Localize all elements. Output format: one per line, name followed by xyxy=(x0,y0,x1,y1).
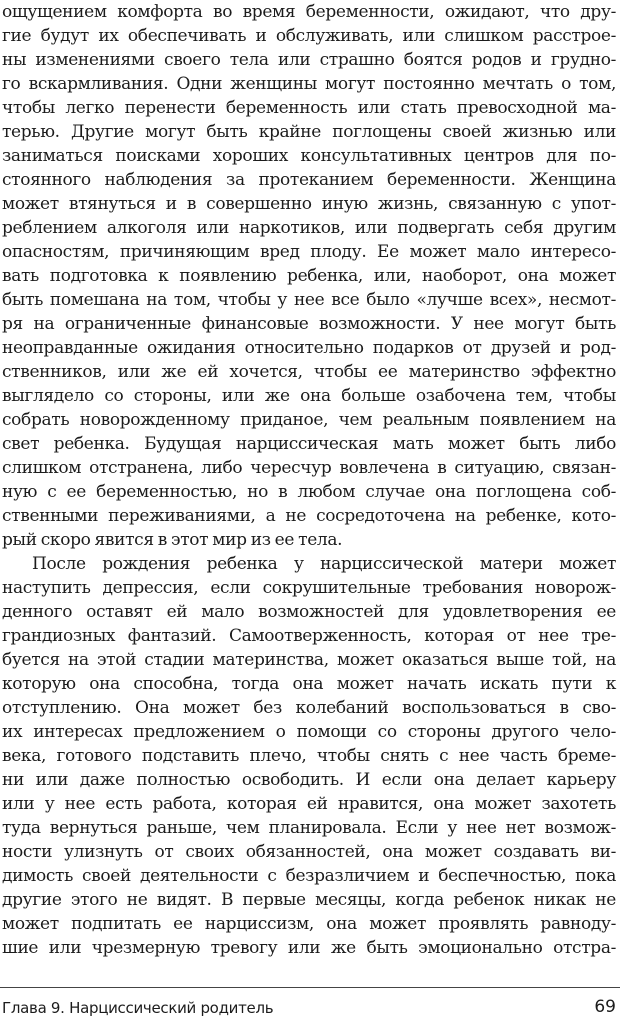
text-line: ны изменениями своего тела или страшно боятся родов и грудно- xyxy=(2,50,616,70)
text-line: ственников, или же ей хочется, чтобы ее материнство эффектно xyxy=(2,362,616,382)
text-line: грандиозных фантазий. Самоотверженность, которая от нее тре- xyxy=(2,626,616,646)
footer-divider xyxy=(0,987,620,988)
text-line: стоянного наблюдения за протеканием беременности. Женщина xyxy=(2,170,616,190)
text-line: ности улизнуть от своих обязанностей, она может создавать ви- xyxy=(2,842,616,862)
text-line: выглядело со стороны, или же она больше озабочена тем, чтобы xyxy=(2,386,616,406)
text-line: или у нее есть работа, которая ей нравится, она может захотеть xyxy=(2,794,616,814)
text-line: вать подготовка к появлению ребенка, или, наоборот, она может xyxy=(2,266,616,286)
text-line: собрать новорожденному приданое, чем реальным появлением на xyxy=(2,410,616,430)
text-line: слишком отстранена, либо чересчур вовлечена в ситуацию, связан- xyxy=(2,458,616,478)
paragraph-first-line: После рождения ребенка у нарциссической матери может xyxy=(32,554,616,574)
text-line: ря на ограниченные финансовые возможности. У нее могут быть xyxy=(2,314,616,334)
text-line: рый скоро явится в этот мир из ее тела. xyxy=(2,530,343,550)
running-footer-chapter: Глава 9. Нарциссический родитель xyxy=(2,999,274,1017)
text-line: денного оставят ей мало возможностей для удовлетворения ее xyxy=(2,602,616,622)
page-number: 69 xyxy=(594,997,616,1017)
text-line: отступлению. Она может без колебаний воспользоваться в сво- xyxy=(2,698,616,718)
text-line: неоправданные ожидания относительно подарков от друзей и род- xyxy=(2,338,616,358)
text-line: ную с ее беременностью, но в любом случае она поглощена соб- xyxy=(2,482,616,502)
text-line: может втянуться и в совершенно иную жизнь, связанную с упот- xyxy=(2,194,616,214)
text-line: быть помешана на том, чтобы у нее все было «лучше всех», несмот- xyxy=(2,290,616,310)
text-line: ни или даже полностью освободить. И если она делает карьеру xyxy=(2,770,616,790)
text-line: века, готового подставить плечо, чтобы снять с нее часть бреме- xyxy=(2,746,616,766)
text-line: шие или чрезмерную тревогу или же быть эмоционально отстра- xyxy=(2,938,616,958)
text-line: терью. Другие могут быть крайне поглощены своей жизнью или xyxy=(2,122,616,142)
text-line: реблением алкоголя или наркотиков, или подвергать себя другим xyxy=(2,218,616,238)
text-line: может подпитать ее нарциссизм, она может проявлять равноду- xyxy=(2,914,616,934)
text-line: ственными переживаниями, а не сосредоточена на ребенке, кото- xyxy=(2,506,616,526)
text-line: чтобы легко перенести беременность или стать превосходной ма- xyxy=(2,98,616,118)
text-line: туда вернуться раньше, чем планировала. Если у нее нет возмож- xyxy=(2,818,616,838)
text-line: свет ребенка. Будущая нарциссическая мать может быть либо xyxy=(2,434,616,454)
text-line: их интересах предложением о помощи со стороны другого чело- xyxy=(2,722,616,742)
text-line: димость своей деятельности с безразличием и беспечностью, пока xyxy=(2,866,616,886)
text-line: опасностям, причиняющим вред плоду. Ее может мало интересо- xyxy=(2,242,616,262)
text-line: заниматься поисками хороших консультативных центров для по- xyxy=(2,146,616,166)
text-line: наступить депрессия, если сокрушительные требования новорож- xyxy=(2,578,616,598)
text-line: гие будут их обеспечивать и обслуживать, или слишком расстрое- xyxy=(2,26,616,46)
text-line: которую она способна, тогда она может начать искать пути к xyxy=(2,674,616,694)
text-line: ощущением комфорта во время беременности, ожидают, что дру- xyxy=(2,2,616,22)
text-line: буется на этой стадии материнства, может оказаться выше той, на xyxy=(2,650,616,670)
text-line: го вскармливания. Одни женщины могут постоянно мечтать о том, xyxy=(2,74,616,94)
text-line: другие этого не видят. В первые месяцы, когда ребенок никак не xyxy=(2,890,616,910)
